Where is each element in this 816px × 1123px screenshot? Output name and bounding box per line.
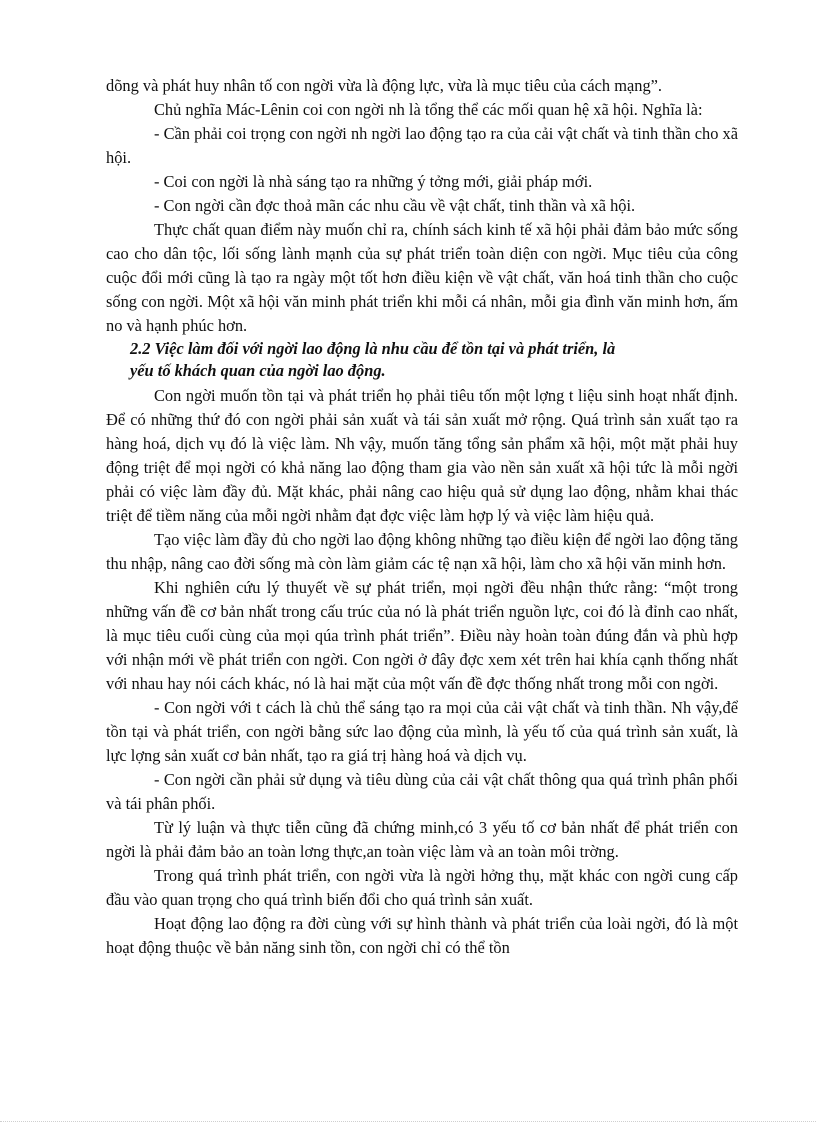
document-page [106,74,738,960]
paragraph-survival-needs: Con ngời muốn tồn tại và phát triển họ phải tiêu tốn một lợng t liệu sinh hoạt nhất định. Để có những thứ đó con ngời phải sản xuất và tái sản xuất mở rộng. Quá trình sản xuất tạo ra hàng hoá, dịch vụ đó là việc làm. Nh vậy, muốn tăng tổng sản phẩm xã hội, một mặt phải huy động triệt để mọi ngời có khả năng lao động tham gia vào nền sản xuất xã hội tức là mỗi ngời phải có việc làm đầy đủ. Mặt khác, phải nâng cao hiệu quả sử dụng lao động, nhằm khai thác triệt để tiềm năng của mỗi ngời nhằm đạt đợc việc làm hợp lý và việc làm hiệu quả. [106,386,738,525]
paragraph-marxism-view: Chủ nghĩa Mác-Lênin coi con ngời nh là tổng thể các mối quan hệ xã hội. Nghĩa là: [154,100,703,119]
paragraph-essence: Thực chất quan điểm này muốn chỉ ra, chính sách kinh tế xã hội phải đảm bảo mức sống cao cho dân tộc, lối sống lành mạnh của sự phát triển toàn diện con ngời. Mục tiêu của công cuộc đổi mới cũng là tạo ra ngày một tốt hơn điều kiện về vật chất, văn hoá tinh thần cho cuộc sống con ngời. Một xã hội văn minh phát triển khi mỗi cá nhân, mỗi gia đình văn minh hơn, ấm no và hạnh phúc hơn. [106,220,738,335]
paragraph-beneficiary: Trong quá trình phát triển, con ngời vừa là ngời hởng thụ, mặt khác con ngời cung cấp đầu vào quan trọng cho quá trình biến đổi cho quá trình sản xuất. [106,866,738,909]
paragraph-labor-origin: Hoạt động lao động ra đời cùng với sự hình thành và phát triển của loài ngời, đó là một hoạt động thuộc về bản năng sinh tồn, con ngời chỉ có thể tồn [106,914,738,957]
section-heading-line-1: 2.2 Việc làm đối với ngời lao động là nhu cầu để tồn tại và phát triển, là [130,339,616,358]
bullet-creative-subject: - Con ngời với t cách là chủ thể sáng tạo ra mọi của cải vật chất và tinh thần. Nh vậy,để tồn tại và phát triển, con ngời bằng sức lao động của mình, là yếu tố của quá trình sản xuất, là lực lợng sản xuất cơ bản nhất, tạo ra giá trị hàng hoá và dịch vụ. [106,698,738,765]
page-bottom-divider [0,1121,816,1122]
bullet-labor-creator: - Cần phải coi trọng con ngời nh ngời lao động tạo ra của cải vật chất và tinh thần cho xã hội. [106,124,738,167]
bullet-consumption: - Con ngời cần phải sử dụng và tiêu dùng của cải vật chất thông qua quá trình phân phối và tái phân phối. [106,770,738,813]
bullet-needs-met: - Con ngời cần đợc thoả mãn các nhu cầu về vật chất, tinh thần và xã hội. [154,196,636,215]
paragraph-intro-continuation: dõng và phát huy nhân tố con ngời vừa là động lực, vừa là mục tiêu của cách mạng”. [106,76,663,95]
paragraph-three-factors: Từ lý luận và thực tiễn cũng đã chứng minh,có 3 yếu tố cơ bản nhất để phát triển con ngời là phải đảm bảo an toàn lơng thực,an toàn việc làm và an toàn môi trờng. [106,818,738,861]
bullet-innovator: - Coi con ngời là nhà sáng tạo ra những ý tởng mới, giải pháp mới. [154,172,593,191]
section-heading-2-2 [106,338,738,382]
paragraph-development-theory: Khi nghiên cứu lý thuyết về sự phát triển, mọi ngời đều nhận thức rằng: “một trong những vấn đề cơ bản nhất trong cấu trúc của nó là phát triển nguồn lực, coi đó là đỉnh cao nhất, là mục tiêu cuối cùng của mọi qúa trình phát triển”. Điều này hoàn toàn đúng đắn và phù hợp với nhận mới về phát triển con ngời. Con ngời ở đây đợc xem xét trên hai khía cạnh thống nhất với nhau hay nói cách khác, nó là hai mặt của một vấn đề đợc thống nhất trong mỗi con ngời. [106,578,738,693]
section-heading-line-2: yếu tố khách quan của ngời lao động. [130,361,386,380]
paragraph-job-creation: Tạo việc làm đầy đủ cho ngời lao động không những tạo điều kiện để ngời lao động tăng thu nhập, nâng cao đời sống mà còn làm giảm các tệ nạn xã hội, làm cho xã hội văn minh hơn. [106,530,738,573]
